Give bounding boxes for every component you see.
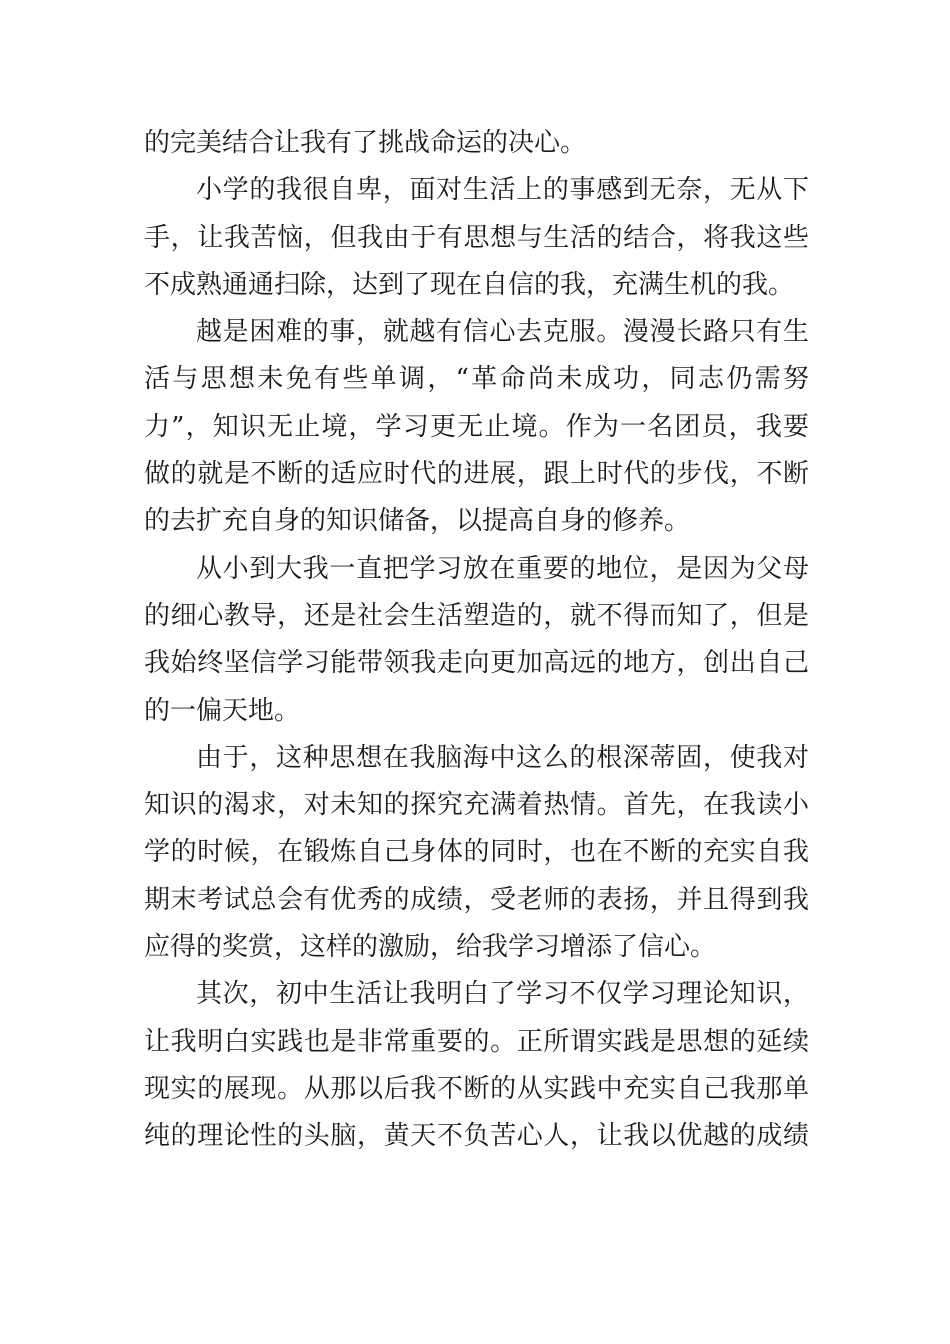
text-line: 的完美结合让我有了挑战命运的决心。 [144,128,587,158]
text-line: 不成熟通通扫除，达到了现在自信的我，充满生机的我。 [144,269,795,300]
text-line: 纯的理论性的头脑，黄天不负苦心人，让我以优越的成绩 [144,1121,809,1152]
text-line: 手，让我苦恼，但我由于有思想与生活的结合，将我这些 [144,222,809,253]
paragraph-first-line: 由于，这种思想在我脑海中这么的根深蒂固，使我对 [196,742,809,773]
text-line: 期末考试总会有优秀的成绩，受老师的表扬，并且得到我 [144,884,809,915]
paragraph-first-line: 小学的我很自卑，面对生活上的事感到无奈，无从下 [196,175,809,206]
text-line: 的一偏天地。 [144,695,301,726]
paragraph-first-line: 其次，初中生活让我明白了学习不仅学习理论知识， [196,979,809,1010]
text-line: 做的就是不断的适应时代的进展，跟上时代的步伐，不断 [144,459,809,490]
text-line: 让我明白实践也是非常重要的。正所谓实践是思想的延续 [144,1026,809,1057]
paragraph-first-line: 越是困难的事，就越有信心去克服。漫漫长路只有生 [196,317,809,348]
text-line: 的细心教导，还是社会生活塑造的，就不得而知了，但是 [144,600,809,631]
text-line: 学的时候，在锻炼自己身体的同时，也在不断的充实自我 [144,837,809,868]
text-line: 现实的展现。从那以后我不断的从实践中充实自己我那单 [144,1073,809,1104]
text-line: 应得的奖赏，这样的激励，给我学习增添了信心。 [144,932,717,963]
document-body [144,120,809,1161]
text-line: 的去扩充自身的知识储备，以提高自身的修养。 [144,506,691,537]
text-line: 知识的渴求，对未知的探究充满着热情。首先，在我读小 [144,790,809,821]
text-line: 活与思想未免有些单调，“革命尚未成功，同志仍需努 [144,364,809,395]
paragraph-first-line: 从小到大我一直把学习放在重要的地位，是因为父母 [196,553,809,584]
text-line: 力”，知识无止境，学习更无止境。作为一名团员，我要 [144,411,809,442]
text-line: 我始终坚信学习能带领我走向更加高远的地方，创出自己 [144,648,809,679]
